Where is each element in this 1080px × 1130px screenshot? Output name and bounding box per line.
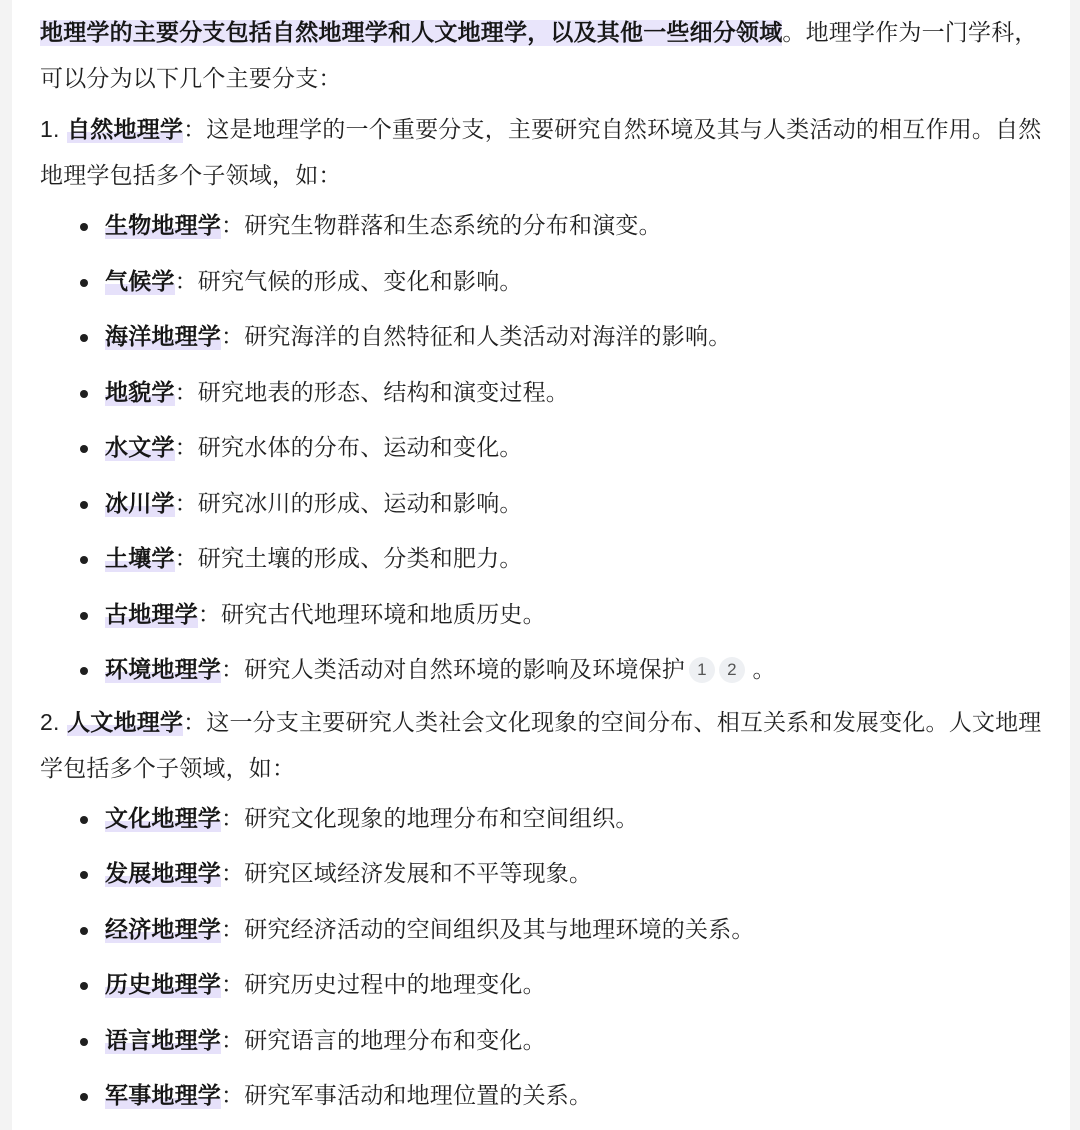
- section-title: 人文地理学: [67, 709, 184, 736]
- list-term: 环境地理学: [105, 657, 221, 683]
- list-term: 生物地理学: [105, 213, 221, 239]
- list-desc: ：研究冰川的形成、运动和影响。: [174, 490, 523, 517]
- list-desc: ：研究水体的分布、运动和变化。: [174, 435, 523, 461]
- bullet-icon: [80, 223, 88, 231]
- message-content: [40, 10, 1050, 1125]
- list-term: 发展地理学: [105, 861, 221, 887]
- list-desc: ：研究气候的形成、变化和影响。: [174, 268, 523, 295]
- list-desc: ：研究区域经济发展和不平等现象。: [221, 861, 593, 887]
- list-desc: ：研究人类活动对自然环境的影响及环境保护: [221, 657, 685, 683]
- citation-badge-2[interactable]: 2: [719, 657, 745, 683]
- human-subfields-list: [40, 792, 1050, 1125]
- section-desc: ：这是地理学的一个重要分支，主要研究自然环境及其与人类活动的相互作用。自然地理学包括多个子领域，如：: [40, 117, 1042, 189]
- right-edge: [1070, 0, 1080, 1130]
- list-desc: ：研究军事活动和地理位置的关系。: [221, 1083, 593, 1109]
- bullet-icon: [80, 1093, 88, 1101]
- bullet-icon: [80, 871, 88, 879]
- list-term: 海洋地理学: [105, 324, 221, 350]
- list-term: 文化地理学: [105, 805, 221, 832]
- section-number: 1.: [40, 116, 60, 142]
- list-item: [78, 643, 1050, 699]
- list-desc: ：研究经济活动的空间组织及其与地理环境的关系。: [221, 916, 755, 943]
- section-title: 自然地理学: [67, 117, 184, 143]
- intro-highlight: 地理学的主要分支包括自然地理学和人文地理学，以及其他一些细分领域: [40, 20, 783, 46]
- list-item: [78, 1014, 1050, 1070]
- bullet-icon: [80, 927, 88, 935]
- list-item: [78, 588, 1050, 644]
- list-item: [78, 477, 1050, 533]
- bullet-icon: [80, 1038, 88, 1046]
- list-tail: 。: [752, 657, 776, 683]
- bullet-icon: [80, 501, 88, 509]
- list-term: 古地理学: [105, 601, 198, 628]
- list-desc: ：研究土壤的形成、分类和肥力。: [174, 546, 523, 572]
- list-desc: ：研究海洋的自然特征和人类活动对海洋的影响。: [221, 324, 732, 350]
- intro-rest: 。地理学作为一门学科，可以分为以下几个主要分支：: [40, 20, 1038, 92]
- bullet-icon: [80, 556, 88, 564]
- list-item: [78, 421, 1050, 477]
- list-item: [78, 792, 1050, 848]
- list-desc: ：研究生物群落和生态系统的分布和演变。: [221, 213, 662, 239]
- list-item: [78, 903, 1050, 959]
- list-item: [78, 310, 1050, 366]
- list-term: 经济地理学: [105, 916, 221, 943]
- list-item: [78, 958, 1050, 1014]
- list-term: 地貌学: [105, 379, 175, 406]
- bullet-icon: [80, 667, 88, 675]
- bullet-icon: [80, 982, 88, 990]
- list-item: [78, 255, 1050, 311]
- list-term: 语言地理学: [105, 1027, 221, 1054]
- section-number: 2.: [40, 708, 60, 735]
- bullet-icon: [80, 279, 88, 287]
- list-desc: ：研究古代地理环境和地质历史。: [197, 601, 546, 628]
- bullet-icon: [80, 334, 88, 342]
- list-term: 军事地理学: [105, 1083, 221, 1109]
- list-item: [78, 847, 1050, 903]
- list-desc: ：研究地表的形态、结构和演变过程。: [174, 379, 570, 406]
- bullet-icon: [80, 612, 88, 620]
- list-item: [78, 1069, 1050, 1125]
- list-item: [78, 199, 1050, 255]
- list-desc: ：研究文化现象的地理分布和空间组织。: [221, 805, 639, 832]
- list-desc: ：研究语言的地理分布和变化。: [221, 1027, 546, 1054]
- list-item: [78, 532, 1050, 588]
- physical-subfields-list: [40, 199, 1050, 699]
- list-item: [78, 366, 1050, 422]
- list-term: 气候学: [105, 268, 175, 295]
- section-heading-physical: [40, 106, 1050, 199]
- list-desc: ：研究历史过程中的地理变化。: [221, 972, 546, 998]
- list-term: 水文学: [105, 435, 175, 461]
- section-desc: ：这一分支主要研究人类社会文化现象的空间分布、相互关系和发展变化。人文地理学包括多个子领域，如：: [40, 709, 1042, 782]
- intro-paragraph: [40, 10, 1050, 102]
- bullet-icon: [80, 816, 88, 824]
- bullet-icon: [80, 445, 88, 453]
- section-heading-human: [40, 699, 1050, 792]
- list-term: 土壤学: [105, 546, 175, 572]
- left-edge: [0, 0, 12, 1130]
- list-term: 历史地理学: [105, 972, 221, 998]
- bullet-icon: [80, 390, 88, 398]
- citation-badge-1[interactable]: 1: [689, 657, 715, 683]
- list-term: 冰川学: [105, 490, 175, 517]
